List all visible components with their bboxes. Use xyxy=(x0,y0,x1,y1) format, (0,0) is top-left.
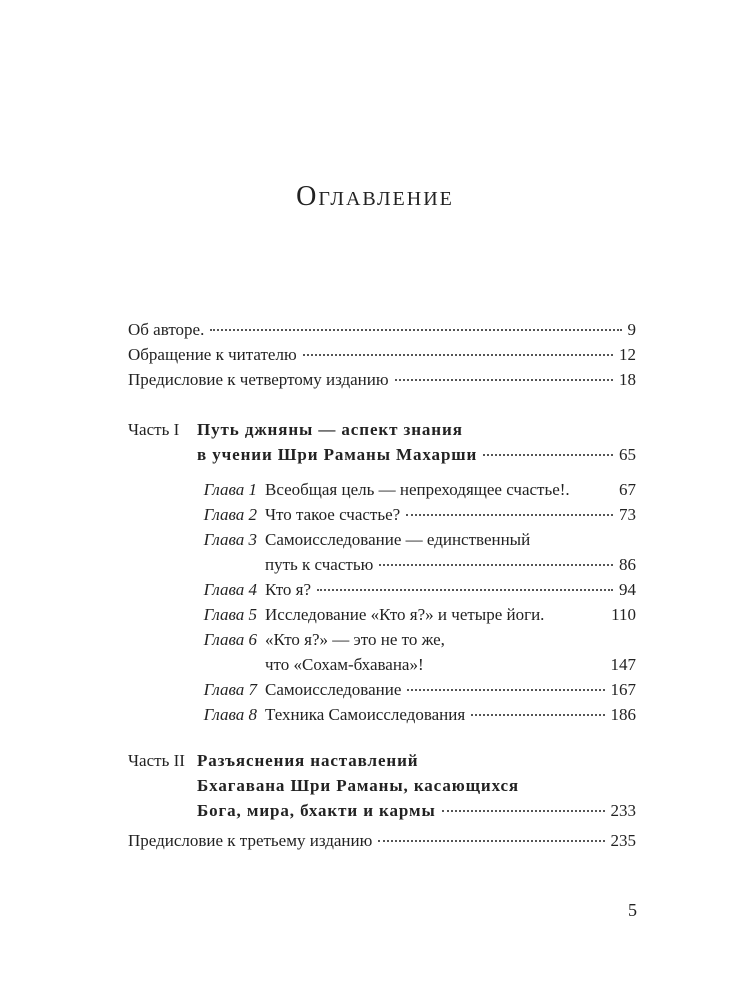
toc-entry-label: Предисловие к четвертому изданию xyxy=(128,370,389,389)
chapter-8-num: Глава 8 xyxy=(203,705,257,724)
toc-entry-page: 167 xyxy=(610,680,636,699)
toc-entry-label: Обращение к читателю xyxy=(128,345,297,364)
part-2-label: Часть II xyxy=(128,751,185,770)
chapter-5-num: Глава 5 xyxy=(203,605,257,624)
part-2-title-text: Разъяснения наставлений xyxy=(197,751,419,770)
dot-leader xyxy=(406,514,613,516)
toc-entry-label: Что такое счастье? xyxy=(265,505,401,524)
toc-entry-foreword-3rd[interactable] xyxy=(128,829,636,853)
toc-entry-chapter-7[interactable] xyxy=(265,678,636,702)
toc-entry-label: Об авторе. xyxy=(128,320,205,339)
toc-entry-page: 67 xyxy=(619,480,636,499)
chapter-1-num: Глава 1 xyxy=(203,480,257,499)
dot-leader xyxy=(395,379,613,381)
chapter-6-num: Глава 6 xyxy=(203,630,257,649)
chapter-7-num: Глава 7 xyxy=(203,680,257,699)
toc-entry-foreword-4th[interactable] xyxy=(128,368,636,392)
toc-entry-page: 65 xyxy=(619,445,636,464)
toc-entry-chapter-6-line1[interactable] xyxy=(265,628,636,652)
toc-entry-page: 186 xyxy=(610,705,636,724)
toc-entry-chapter-1[interactable] xyxy=(265,478,636,502)
chapter-2-num: Глава 2 xyxy=(203,505,257,524)
chapter-4-num: Глава 4 xyxy=(203,580,257,599)
toc-entry-label: Техника Самоисследования xyxy=(265,705,466,724)
toc-entry-label: Кто я? xyxy=(265,580,312,599)
toc-entry-part-2[interactable] xyxy=(197,799,636,823)
toc-entry-chapter-2[interactable] xyxy=(265,503,636,527)
toc-entry-chapter-3[interactable] xyxy=(265,553,636,577)
toc-entry-address-to-reader[interactable] xyxy=(128,343,636,367)
chapter-3-num: Глава 3 xyxy=(203,530,257,549)
part-1-title-line2: в учении Шри Раманы Махарши xyxy=(197,445,478,464)
toc-entry-label: что «Сохам-бхавана»! xyxy=(265,655,424,674)
dot-leader xyxy=(303,354,613,356)
toc-entry-label: Самоисследование xyxy=(265,680,402,699)
toc-entry-chapter-8[interactable] xyxy=(265,703,636,727)
toc-entry-page: 12 xyxy=(619,345,636,364)
page-title: Оглавление xyxy=(296,181,454,212)
toc-entry-chapter-5[interactable] xyxy=(265,603,636,627)
toc-entry-page: 94 xyxy=(619,580,636,599)
toc-entry-page: 235 xyxy=(610,831,636,850)
toc-entry-page: 73 xyxy=(619,505,636,524)
dot-leader xyxy=(378,840,604,842)
part-2-title-text: Бхагавана Шри Раманы, касающихся xyxy=(197,776,520,795)
part-2-title-line2[interactable] xyxy=(197,774,636,798)
toc-entry-page: 110 xyxy=(611,605,636,624)
toc-entry-page: 147 xyxy=(610,655,636,674)
toc-entry-label: Исследование «Кто я?» и четыре йоги. xyxy=(265,605,545,624)
toc-entry-page: 86 xyxy=(619,555,636,574)
toc-entry-chapter-4[interactable] xyxy=(265,578,636,602)
toc-entry-chapter-6[interactable] xyxy=(265,653,636,677)
dot-leader xyxy=(317,589,613,591)
page-number: 5 xyxy=(628,900,637,920)
part-1-title-line1[interactable] xyxy=(197,418,636,442)
toc-entry-label: Всеобщая цель — непреходящее счастье!. xyxy=(265,480,570,499)
toc-entry-part-1[interactable] xyxy=(197,443,636,467)
toc-entry-page: 233 xyxy=(610,801,636,820)
part-1-title-text: Путь джняны — аспект знания xyxy=(197,420,463,439)
toc-entry-label: путь к счастью xyxy=(265,555,374,574)
part-1-label: Часть I xyxy=(128,420,180,439)
part-2-title-line1[interactable] xyxy=(197,749,636,773)
toc-entry-chapter-3-line1[interactable] xyxy=(265,528,636,552)
toc-entry-label: Предисловие к третьему изданию xyxy=(128,831,373,850)
toc-entry-label: Самоисследование — единственный xyxy=(265,530,531,549)
toc-entry-page: 9 xyxy=(627,320,636,339)
toc-entry-label: «Кто я?» — это не то же, xyxy=(265,630,445,649)
dot-leader xyxy=(210,329,621,331)
dot-leader xyxy=(379,564,613,566)
toc-entry-page: 18 xyxy=(619,370,636,389)
toc-entry-about-author[interactable] xyxy=(128,318,636,342)
dot-leader xyxy=(471,714,604,716)
dot-leader xyxy=(483,454,613,456)
dot-leader xyxy=(407,689,604,691)
dot-leader xyxy=(442,810,605,812)
part-2-title-line3: Бога, мира, бхакти и кармы xyxy=(197,801,436,820)
